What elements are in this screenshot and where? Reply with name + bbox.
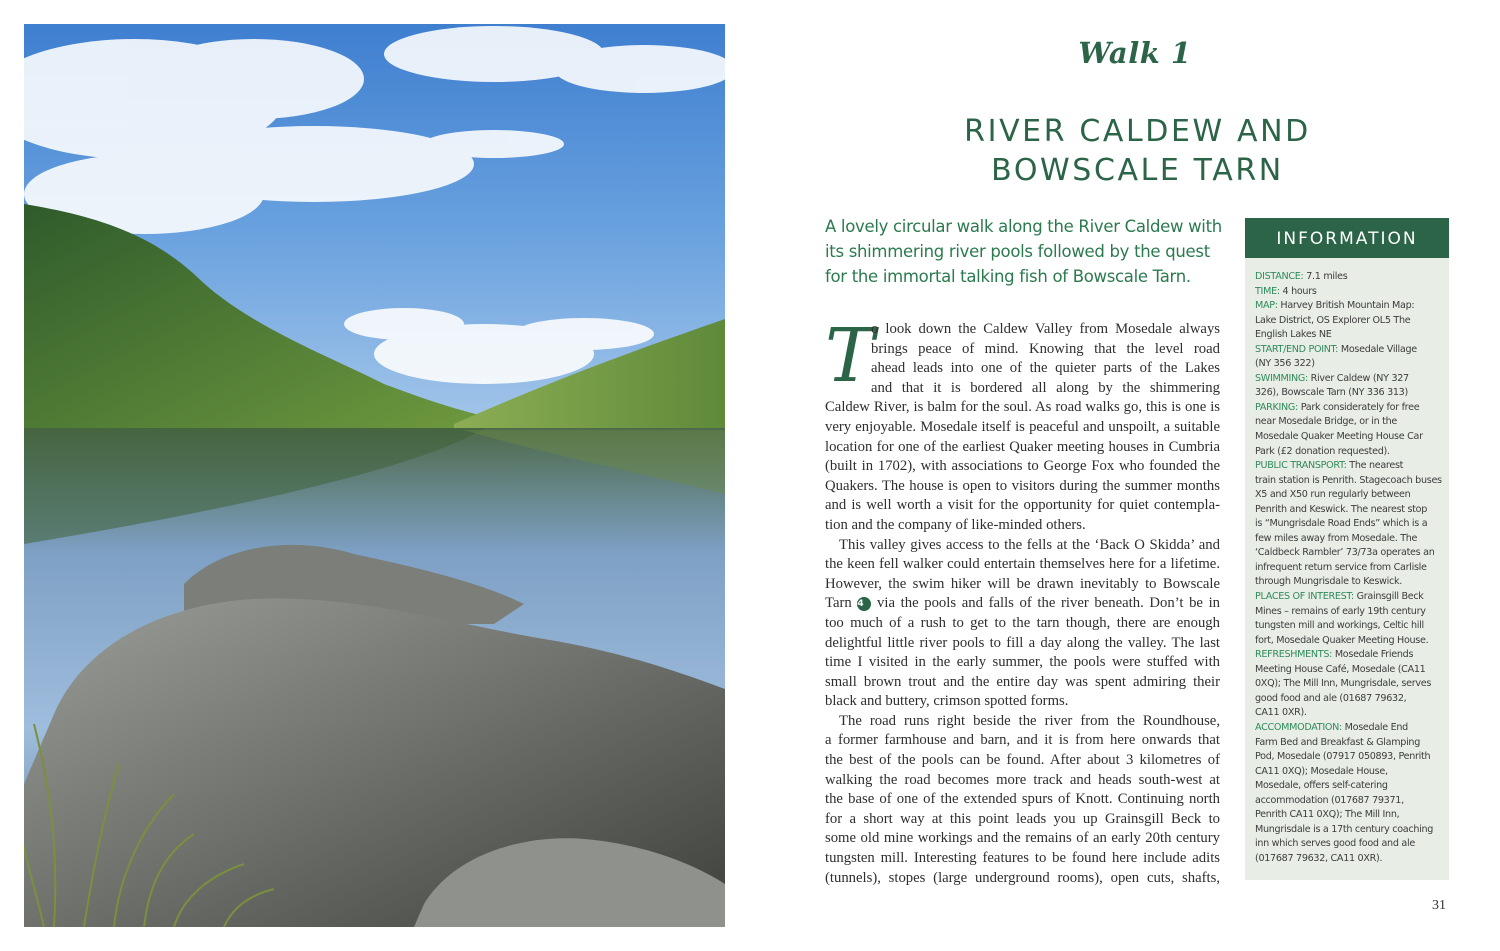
body-line: and is well worth a visit for the opportunity for quiet contempla-: [825, 497, 1220, 514]
info-line: [1255, 721, 1445, 736]
info-label: DISTANCE:: [1255, 271, 1304, 282]
body-line: the keen fell walker could entertain themselves here for a lifetime.: [825, 556, 1220, 573]
body-line: small brown trout and the entire day was spent admiring their: [825, 673, 1220, 690]
info-line: [1255, 634, 1445, 649]
body-line: black and buttery, crimson spotted forms.: [825, 693, 1069, 710]
info-value: Park (£2 donation requested).: [1255, 445, 1390, 457]
info-line: [1255, 415, 1445, 430]
info-line: [1255, 590, 1445, 605]
body-line: ahead leads into one of the quieter parts of the Lakes: [871, 360, 1220, 377]
body-line: brings peace of mind. Knowing that the level road: [871, 340, 1220, 357]
body-text: [825, 320, 1220, 888]
body-line: the base of one of the extended spurs of Knott. Continuing north: [825, 791, 1220, 808]
info-value: Penrith CA11 0XQ); The Mill Inn,: [1255, 809, 1400, 821]
info-label: MAP:: [1255, 300, 1278, 312]
info-value: tungsten mill and workings, Celtic hill: [1255, 620, 1424, 632]
body-line: time I visited in the early summer, the pools were stuffed with: [825, 654, 1220, 671]
info-value: Mosedale Quaker Meeting House Car: [1255, 431, 1423, 443]
body-line: tungsten mill. Interesting features to be found here include adits: [825, 850, 1220, 867]
info-line: [1255, 488, 1445, 503]
info-line: [1255, 765, 1445, 780]
info-label: TIME:: [1255, 285, 1280, 297]
info-value: good food and ale (01687 79632,: [1255, 692, 1407, 704]
body-line: a former farmhouse and barn, and it is from here onwards that: [825, 732, 1220, 749]
info-line: [1255, 808, 1445, 823]
intro-line: its shimmering river pools followed by the quest: [825, 242, 1210, 261]
body-line: This valley gives access to the fells at the ‘Back O Skidda’ and: [839, 536, 1220, 553]
swim-spot-number-badge: 4: [857, 597, 871, 611]
page-number: 31: [1432, 898, 1446, 913]
info-value: ‘Caldbeck Rambler’ 73/73a operates an: [1255, 547, 1435, 559]
info-line: [1255, 561, 1445, 576]
info-value: Mosedale End: [1341, 721, 1408, 733]
info-line: [1255, 445, 1445, 460]
info-line: [1255, 605, 1445, 620]
info-line: [1255, 474, 1445, 489]
walk-title-line: BOWSCALE TARN: [991, 153, 1284, 188]
walk-number-heading: Walk 1: [1078, 36, 1192, 70]
body-text-fragment: Tarn: [825, 595, 852, 612]
info-line: [1255, 823, 1445, 838]
drop-cap: T: [825, 313, 875, 399]
body-line: some old mine workings and the remains of an early 20th century: [825, 830, 1220, 847]
info-line: [1255, 736, 1445, 751]
info-value: through Mungrisdale to Keswick.: [1255, 576, 1402, 588]
info-line: [1255, 546, 1445, 561]
info-line: [1255, 285, 1445, 300]
info-value: Grainsgill Beck: [1353, 591, 1424, 603]
info-value: CA11 0XQ); Mosedale House,: [1255, 765, 1388, 777]
info-line: [1255, 532, 1445, 547]
info-value: few miles away from Mosedale. The: [1255, 532, 1418, 544]
info-line: [1255, 343, 1445, 358]
info-line: [1255, 706, 1445, 721]
info-value: Pod, Mosedale (07917 050893, Penrith: [1255, 751, 1431, 763]
info-line: [1255, 314, 1445, 329]
landscape-photo: [24, 24, 725, 927]
info-line: [1255, 852, 1445, 867]
walk-title-line: RIVER CALDEW AND: [964, 114, 1311, 149]
info-line: [1255, 837, 1445, 852]
info-label: START/END POINT:: [1255, 343, 1339, 355]
info-value: Penrith and Keswick. The nearest stop: [1255, 503, 1428, 515]
info-value: infrequent return service from Carlisle: [1255, 561, 1427, 573]
info-value: accommodation (017687 79371,: [1255, 794, 1404, 806]
body-line: the best of the pools can be found. After about 3 kilometres of: [825, 752, 1220, 769]
info-line: [1255, 779, 1445, 794]
info-value: (NY 356 322): [1255, 358, 1315, 370]
info-line: [1255, 794, 1445, 809]
info-label: ACCOMMODATION:: [1255, 721, 1342, 733]
intro-line: A lovely circular walk along the River Caldew with: [825, 217, 1222, 236]
info-value: fort, Mosedale Quaker Meeting House.: [1255, 634, 1429, 646]
info-line: [1255, 459, 1445, 474]
body-line: very enjoyable. Mosedale itself is peaceful and unspoilt, a suitable: [825, 418, 1220, 435]
body-line: Quakers. The house is open to visitors during the summer months: [825, 477, 1220, 494]
body-line: (built in 1702), with associations to George Fox who founded the: [825, 458, 1220, 475]
walk-title: [930, 112, 1345, 190]
info-value: Mines – remains of early 19th century: [1255, 605, 1426, 617]
info-line: [1255, 503, 1445, 518]
info-value: near Mosedale Bridge, or in the: [1255, 416, 1397, 428]
info-line: [1255, 430, 1445, 445]
info-line: [1255, 270, 1445, 285]
info-line: [1255, 663, 1445, 678]
info-value: Lake District, OS Explorer OL5 The: [1255, 314, 1411, 326]
info-label: PLACES OF INTEREST:: [1255, 591, 1354, 603]
body-line: o look down the Caldew Valley from Mosedale always: [871, 321, 1220, 337]
info-line: [1255, 517, 1445, 532]
info-value: The nearest: [1346, 460, 1404, 472]
info-value: CA11 0XR).: [1255, 707, 1307, 719]
info-value: 0XQ); The Mill Inn, Mungrisdale, serves: [1255, 678, 1432, 690]
info-value: Mosedale, offers self-catering: [1255, 780, 1388, 792]
body-line: and that it is bordered all along by the shimmering: [871, 379, 1220, 396]
info-line: [1255, 357, 1445, 372]
info-value: 4 hours: [1279, 285, 1317, 297]
info-label: PARKING:: [1255, 401, 1298, 413]
body-text-fragment: via the pools and falls of the river beneath. Don’t be in: [877, 595, 1221, 612]
info-value: Mosedale Village: [1338, 343, 1417, 355]
info-value: inn which serves good food and ale: [1255, 838, 1415, 850]
info-line: [1255, 619, 1445, 634]
body-line: walking the road becomes more track and heads south-west at: [825, 771, 1220, 788]
info-line: [1255, 750, 1445, 765]
body-line: too much of a rush to get to the tarn though, there are enough: [825, 614, 1220, 631]
info-value: Mosedale Friends: [1332, 649, 1414, 661]
body-line: tion and the company of like-minded others.: [825, 516, 1086, 533]
info-value: 326), Bowscale Tarn (NY 336 313): [1255, 387, 1408, 399]
information-heading: INFORMATION: [1245, 218, 1449, 258]
info-value: Meeting House Café, Mosedale (CA11: [1255, 663, 1426, 675]
intro-line: for the immortal talking fish of Bowscale Tarn.: [825, 267, 1191, 286]
info-line: [1255, 372, 1445, 387]
info-value: River Caldew (NY 327: [1307, 372, 1409, 384]
info-line: [1255, 692, 1445, 707]
information-text: [1255, 270, 1445, 866]
info-line: [1255, 299, 1445, 314]
info-value: X5 and X50 run regularly between: [1255, 489, 1411, 501]
body-line: (tunnels), stopes (large underground rooms), open cuts, shafts,: [825, 869, 1220, 886]
body-line: delightful little river pools to fill a day along the valley. The last: [825, 634, 1220, 651]
body-line: [825, 594, 1220, 614]
body-line: Caldew River, is balm for the soul. As road walks go, this is one is: [825, 399, 1220, 416]
info-value: Farm Bed and Breakfast & Glamping: [1255, 736, 1421, 748]
info-line: [1255, 386, 1445, 401]
info-value: (017687 79632, CA11 0XR).: [1255, 852, 1383, 864]
info-value: is “Mungrisdale Road Ends” which is a: [1255, 518, 1428, 530]
lake-and-fells-illustration: [24, 24, 725, 927]
body-line: The road runs right beside the river from the Roundhouse,: [839, 712, 1220, 729]
info-label: REFRESHMENTS:: [1255, 649, 1333, 661]
info-line: [1255, 575, 1445, 590]
info-value: 7.1 miles: [1303, 271, 1348, 282]
info-value: train station is Penrith. Stagecoach buses: [1255, 474, 1442, 486]
body-line: for a short way at this point leads you up Grainsgill Beck to: [825, 810, 1220, 827]
body-line: However, the swim hiker will be drawn inevitably to Bowscale: [825, 575, 1220, 592]
info-line: [1255, 401, 1445, 416]
info-label: PUBLIC TRANSPORT:: [1255, 460, 1347, 472]
info-label: SWIMMING:: [1255, 372, 1308, 384]
info-value: Mungrisdale is a 17th century coaching: [1255, 823, 1434, 835]
info-value: English Lakes NE: [1255, 329, 1332, 341]
info-line: [1255, 648, 1445, 663]
body-line: location for one of the earliest Quaker meeting houses in Cumbria: [825, 438, 1220, 455]
info-value: Harvey British Mountain Map:: [1277, 300, 1415, 312]
intro-paragraph: [825, 214, 1230, 289]
info-value: Park considerately for free: [1297, 401, 1420, 413]
info-line: [1255, 677, 1445, 692]
info-line: [1255, 328, 1445, 343]
